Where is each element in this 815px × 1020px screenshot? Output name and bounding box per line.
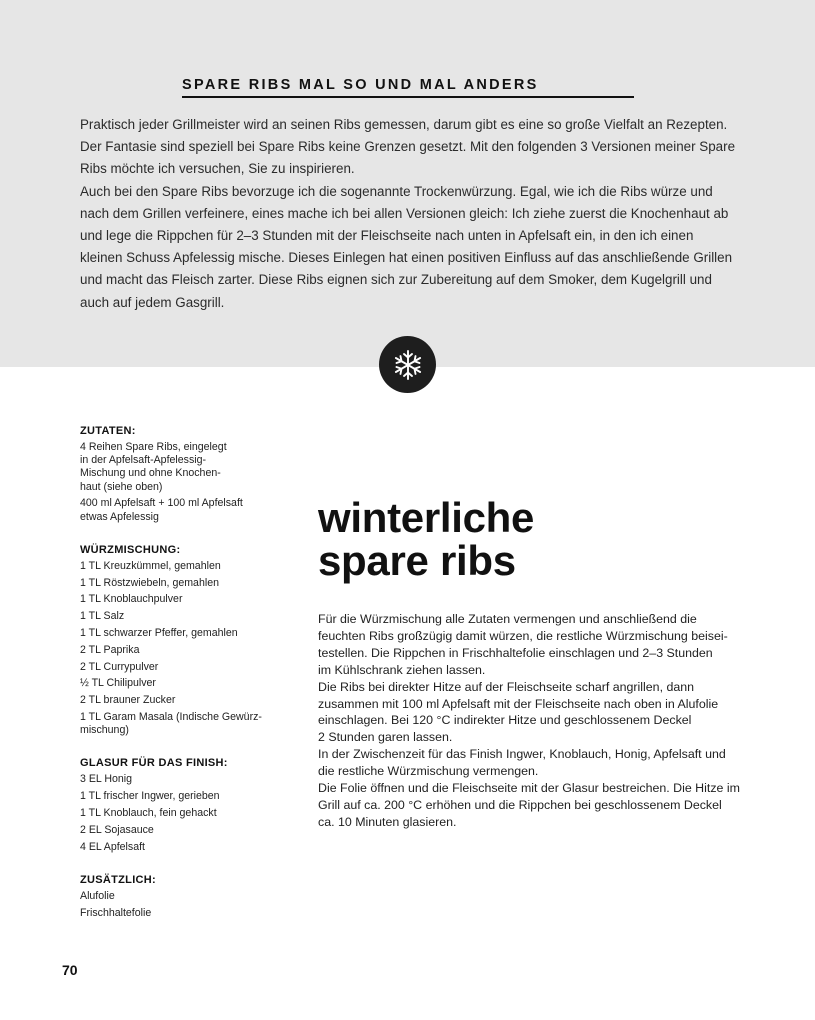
method-text (318, 611, 748, 831)
ingredient-item: 1 TL schwarzer Pfeffer, gemahlen (80, 627, 238, 639)
ingredients-heading: ZUTATEN: (80, 425, 136, 437)
ingredient-item: 1 TL Röstzwiebeln, gemahlen (80, 576, 219, 589)
ingredient-item: Frischhaltefolie (80, 906, 152, 919)
ingredient-item: 3 EL Honig (80, 773, 133, 786)
ingredient-item: 1 TL Knoblauch, fein gehackt (80, 806, 217, 819)
method-paragraph-3: In der Zwischenzeit für das Finish Ingwer, Knoblauch, Honig, Apfelsaft und die restliche Würzmischung vermengen. (318, 747, 726, 779)
ingredient-item: 1 TL Salz (80, 610, 125, 623)
ingredients-group-glasur (80, 757, 280, 853)
ingredient-item: 1 TL Garam Masala (Indische Gewürz- mischung) (80, 710, 262, 737)
ingredient-item: ½ TL Chilipulver (80, 677, 156, 690)
intro-paragraph-1: Praktisch jeder Grillmeister wird an seinen Ribs gemessen, darum gibt es eine so große Vielfalt an Rezepten. Der Fantasie sind speziell bei Spare Ribs keine Grenzen gesetzt. Mit den folgenden 3 Versionen meiner Spare Ribs möchte ich versuchen, Sie zu inspirieren. (80, 117, 736, 177)
recipe-title (318, 496, 738, 582)
method-paragraph-4: Die Folie öffnen und die Fleischseite mit der Glasur bestreichen. Die Hitze im Grill auf ca. 200 °C erhöhen und die Rippchen bei geschlossenem Deckel ca. 10 Minuten glasieren. (318, 781, 740, 829)
snowflake-icon (391, 348, 425, 382)
ingredient-item: 4 EL Apfelsaft (80, 840, 145, 853)
ingredient-item: 400 ml Apfelsaft + 100 ml Apfelsaft etwas Apfelessig (80, 497, 243, 523)
ingredient-item: 2 TL Currypulver (80, 660, 159, 673)
ingredient-item: 1 TL Kreuzkümmel, gemahlen (80, 559, 221, 572)
ingredient-item: Alufolie (80, 889, 115, 902)
ingredients-group-zusaetzlich (80, 874, 280, 920)
recipe-title-line-2: spare ribs (318, 537, 516, 584)
ingredients-group-wuerzmischung (80, 544, 280, 738)
season-badge (379, 336, 436, 393)
intro-paragraph-2: Auch bei den Spare Ribs bevorzuge ich die sogenannte Trockenwürzung. Egal, wie ich die Ribs würze und nach dem Grillen verfeinere, eines mache ich bei allen Versionen gleich: Ich ziehe zuerst die Knochenhaut ab und lege die Rippchen für 2–3 Stunden mit der Fleischseite nach unten in Apfelsaft ein, in den ich einen kleinen Schuss Apfelessig mische. Dieses Einlegen hat einen positiven Einfluss auf das anschließende Grillen und macht das Fleisch zarter. Diese Ribs eignen sich zur Zubereitung auf dem Smoker, dem Kugelgrill und auch auf jedem Gasgrill. (80, 183, 733, 310)
ingredients-heading: ZUSÄTZLICH: (80, 873, 157, 886)
ingredient-item: 2 TL brauner Zucker (80, 694, 176, 707)
ingredients-heading: GLASUR FÜR DAS FINISH: (80, 757, 228, 770)
ingredient-item: 4 Reihen Spare Ribs, eingelegt in der Apfelsaft-Apfelessig- Mischung und ohne Knochen- haut (siehe oben) (80, 441, 227, 493)
ingredients-sidebar (80, 425, 280, 940)
ingredient-item: 1 TL Knoblauchpulver (80, 593, 183, 606)
page-number: 70 (62, 962, 78, 978)
ingredient-item: 1 TL frischer Ingwer, gerieben (80, 790, 220, 803)
intro-text (80, 114, 736, 314)
section-title: SPARE RIBS MAL SO UND MAL ANDERS (182, 77, 634, 98)
ingredients-heading: WÜRZMISCHUNG: (80, 543, 181, 556)
ingredient-item: 2 EL Sojasauce (80, 823, 154, 836)
method-paragraph-2: Die Ribs bei direkter Hitze auf der Fleischseite scharf angrillen, dann zusammen mit 100 ml Apfelsaft mit der Fleischseite nach oben in Alufolie einschlagen. Bei 120 °C indirekter Hitze und geschlossenem Deckel 2 Stunden garen lassen. (318, 679, 719, 745)
ingredients-group-zutaten (80, 425, 280, 524)
method-paragraph-1: Für die Würzmischung alle Zutaten vermengen und anschließend die feuchten Ribs großzügig damit würzen, die restliche Würzmischung beisei- testellen. Die Rippchen in Frischhaltefolie einschlagen und 2–3 Stunden im Kühlschrank ziehen lassen. (318, 612, 728, 677)
ingredient-item: 2 TL Paprika (80, 643, 140, 656)
recipe-title-line-1: winterliche (318, 494, 535, 541)
